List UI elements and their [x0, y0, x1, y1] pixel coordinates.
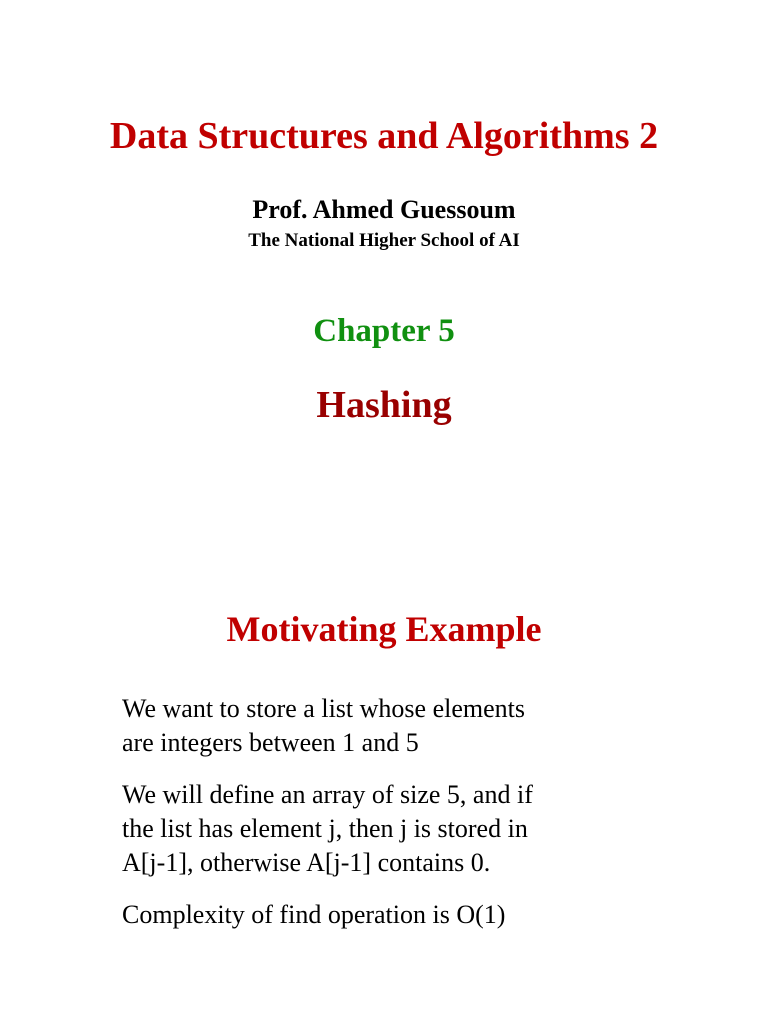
course-title: Data Structures and Algorithms 2	[109, 115, 659, 157]
slide-heading: Motivating Example	[226, 609, 542, 649]
school-name: The National Higher School of AI	[248, 230, 520, 251]
chapter-topic: Hashing	[316, 384, 452, 426]
paragraph-line: Complexity of find operation is O(1)	[122, 900, 506, 929]
paragraph-line: are integers between 1 and 5	[122, 728, 419, 757]
chapter-label: Chapter 5	[313, 313, 455, 349]
motivating-example-slide	[0, 512, 768, 1024]
paragraph	[122, 898, 642, 932]
paragraph-line: We want to store a list whose elements	[122, 694, 525, 723]
body-text	[122, 692, 642, 950]
paragraph-line: We will define an array of size 5, and if	[122, 780, 533, 809]
paragraph	[122, 778, 642, 880]
professor-name: Prof. Ahmed Guessoum	[252, 195, 516, 224]
paragraph	[122, 692, 642, 760]
paragraph-line: the list has element j, then j is stored in	[122, 814, 528, 843]
paragraph-line: A[j-1], otherwise A[j-1] contains 0.	[122, 848, 491, 877]
